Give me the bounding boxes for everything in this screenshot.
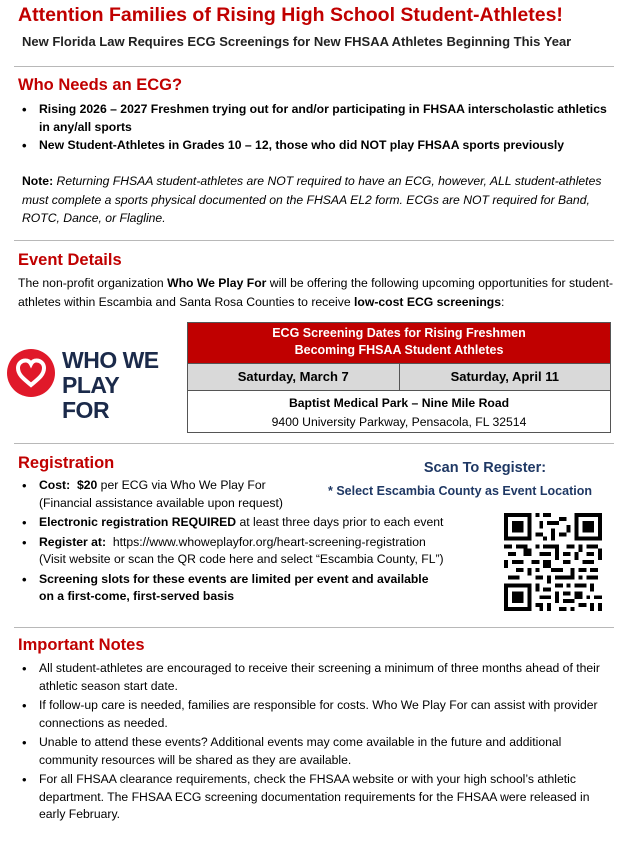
register-sub: (Visit website or scan the QR code here and select “Escambia County, FL”) — [39, 552, 444, 566]
slots-line: on a first-come, first-served basis — [39, 589, 235, 603]
divider — [14, 240, 614, 241]
intro-bold: low-cost ECG screenings — [354, 294, 501, 309]
logo-line-1: WHO WE — [62, 347, 159, 373]
cost-text: per ECG via Who We Play For — [97, 478, 266, 492]
list-item: • All student-athletes are encouraged to receive their screening a minimum of three months ahead of their athletic season start date. — [18, 660, 615, 695]
divider — [14, 627, 614, 628]
who-we-play-for-logo — [6, 344, 168, 423]
list-item — [18, 571, 498, 606]
note-label: Note: — [22, 174, 54, 188]
note-text: Returning FHSAA student-athletes are NOT required to have an ECG, however, ALL student-athletes must complete a sports physical documented on the FHSAA EL2 form. ECGs are NOT required for Band, ROTC, Dance, or Flagline. — [22, 174, 602, 225]
registration-heading: Registration — [18, 454, 115, 472]
intro-end: : — [501, 294, 505, 309]
registration-list — [18, 477, 498, 606]
register-label: Register at: — [39, 534, 107, 549]
intro-text: The non-profit organization — [18, 276, 168, 290]
table-header — [188, 323, 610, 363]
date-cell: Saturday, March 7 — [237, 369, 349, 384]
cost-label: Cost: — [39, 478, 71, 492]
scan-note: * Select Escambia County as Event Location — [328, 484, 592, 498]
list-item: • If follow-up care is needed, families are responsible for costs. Who We Play For can assist with provider connections as needed. — [18, 697, 615, 732]
intro-text: will be offering the following upcoming opportunities for student-athletes within Escambia and Santa Rosa Counties to receive — [18, 276, 614, 309]
cost-sub: (Financial assistance available upon request) — [39, 495, 283, 510]
screening-dates-table — [187, 322, 611, 433]
list-item — [18, 477, 498, 512]
venue-cell — [188, 391, 610, 432]
divider — [14, 443, 614, 444]
page-title: Attention Families of Rising High School Student-Athletes! — [18, 4, 563, 26]
elec-text: at least three days prior to each event — [236, 515, 444, 529]
cost-value: $20 — [76, 478, 98, 492]
who-needs-list — [18, 101, 608, 155]
event-intro — [18, 274, 618, 311]
date-cell: Saturday, April 11 — [399, 364, 611, 390]
venue-address: 9400 University Parkway, Pensacola, FL 32514 — [271, 415, 527, 429]
divider — [14, 66, 614, 67]
venue-name: Baptist Medical Park – Nine Mile Road — [288, 396, 510, 410]
table-header-line: ECG Screening Dates for Rising Freshmen — [272, 326, 526, 340]
event-details-heading: Event Details — [18, 251, 122, 269]
list-item: • Rising 2026 – 2027 Freshmen trying out for and/or participating in FHSAA interscholastic athletics in any/all sports — [18, 101, 608, 136]
scan-heading: Scan To Register: — [423, 460, 547, 476]
slots-line: Screening slots for these events are limited per event and available — [39, 571, 429, 586]
who-needs-heading: Who Needs an ECG? — [18, 76, 183, 94]
heart-logo-icon — [6, 348, 56, 398]
org-name: Who We Play For — [167, 276, 267, 290]
qr-code-icon[interactable] — [504, 513, 602, 611]
notes-list — [18, 660, 615, 824]
table-header-line: Becoming FHSAA Student Athletes — [294, 343, 504, 357]
elec-bold: Electronic registration REQUIRED — [39, 515, 237, 529]
dates-row — [188, 363, 610, 391]
note-paragraph — [22, 172, 607, 228]
registration-link[interactable]: https://www.whoweplayfor.org/heart-screening-registration — [112, 534, 426, 549]
list-item — [18, 534, 498, 569]
logo-line-2: PLAY FOR — [62, 372, 119, 423]
page-subtitle: New Florida Law Requires ECG Screenings for New FHSAA Athletes Beginning This Year — [22, 34, 572, 49]
list-item: • Unable to attend these events? Additional events may come available in the future and additional community resources will be shared as they are available. — [18, 734, 615, 769]
important-notes-heading: Important Notes — [18, 636, 145, 654]
list-item: • For all FHSAA clearance requirements, check the FHSAA website or with your high school’s athletic department. The FHSAA ECG screening documentation requirements for the FHSAA were released in early February. — [18, 771, 615, 824]
list-item: • New Student-Athletes in Grades 10 – 12, those who did NOT play FHSAA sports previously — [18, 137, 608, 155]
list-item — [18, 514, 498, 532]
